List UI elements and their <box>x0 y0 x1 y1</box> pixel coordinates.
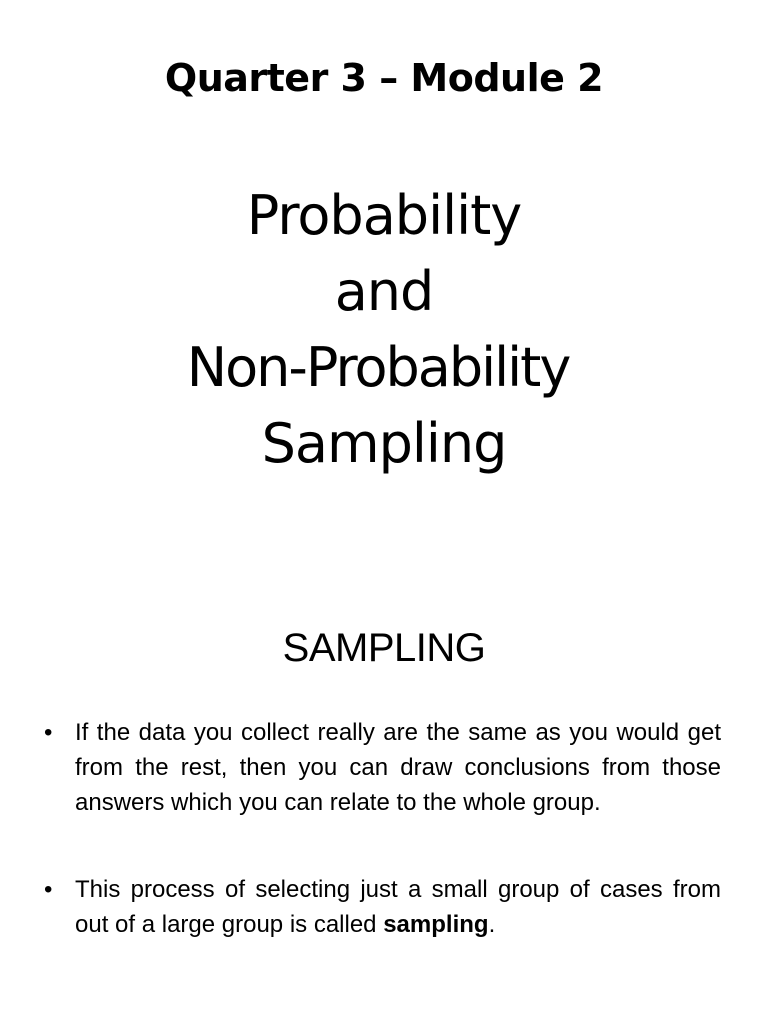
title-line: Probability <box>246 184 522 247</box>
bullet-icon: • <box>44 876 53 903</box>
title-line: Sampling <box>261 412 507 475</box>
bullet-icon: • <box>44 719 53 746</box>
bullet-item <box>44 872 721 942</box>
bullet-text: This process of selecting just a small group of cases from out of a large group is called <box>75 876 721 938</box>
title-line: and <box>334 260 434 323</box>
title-line: Non-Probability <box>186 336 570 399</box>
bullet-text-end: . <box>488 911 496 938</box>
bullet-text: If the data you collect really are the same as you would get from the rest, then you can draw conclusions from those answers which you can relate to the whole group. <box>75 719 721 816</box>
bullet-list <box>44 715 721 942</box>
main-title <box>0 178 768 482</box>
bullet-item <box>44 715 721 820</box>
module-heading: Quarter 3 – Module 2 <box>164 56 604 100</box>
section-heading: SAMPLING <box>282 626 486 670</box>
bold-term: sampling <box>383 911 489 938</box>
